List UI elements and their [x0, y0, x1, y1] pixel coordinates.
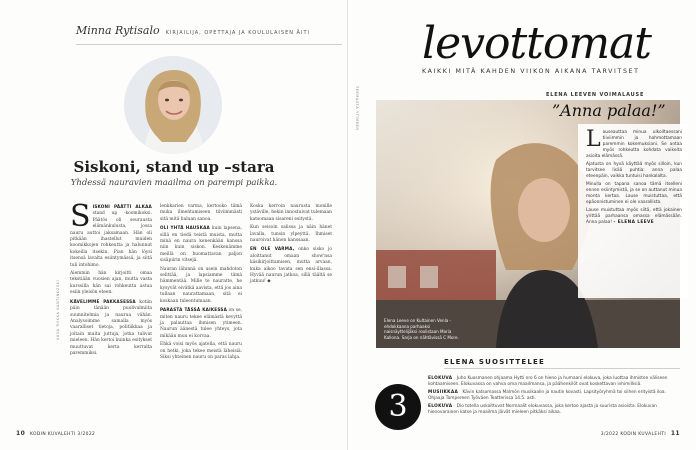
folio-right	[601, 430, 680, 437]
recommendations-list	[428, 376, 682, 418]
rec-text: Juho Kuosmanen ohjaama Hytti nro 6 on hieno ja humaani elokuva, joka luottaa ihmisten väliseen kohtaamiseen. Elokuvassa on vahva oma maailmansa, ja päähenkilöt ovat koskettavan inhimillisiä.	[428, 376, 668, 387]
paragraph-text: stand up -koomikoksi. Päätös oli seurausta elämänkulusta, jossa nauru auttoi jaksamaan. Hän oli pitkään ihastellut muiden koomikkojen rohkeutta ja halunnut kokeilla itsekin. Pian hän löysi itsensä lavalta esiintymässä, ja siitä tuli intohimo.	[70, 211, 152, 268]
article-title: Siskoni, stand up –stara	[73, 158, 275, 176]
paragraph: Aiemmin hän kirjoitti omaa tekstiään vuosien ajan, mutta vasta kurssilla hän sai rohkeutta astua esiin yleisön eteen.	[70, 271, 152, 296]
lead-in: EN OLE VARMA,	[250, 246, 295, 252]
body-column-3	[250, 204, 332, 288]
paragraph-text: auseauttaa minua ulkoiltaessani tiiviimmin ja hahmottamaan paremmin kokemuksiani. Se antaa myös rohkeutta kohdata vaikeita asioita elämässä.	[586, 130, 682, 159]
paragraph-text: kuin lapsena, sillä en tiedä teistä muista, mutta minä en naura kenenkään kanssa niin kuin siskon. Keskenämme meillä on huomattavan paljon sisäpiirin vitsejä.	[160, 226, 242, 264]
photo-caption: Elena Leeve on Kultainen Venla -ehdokkaana parhaaksi naisnäyttelijäksi roolistaan Maria Kallonа. Sarja on nähtävissä C More.	[384, 318, 459, 340]
paragraph: Koska kerroin naurusta monille ystäville, hekin innostuivat tulemaan katsomaan sisareni esitystä.	[250, 204, 332, 222]
paragraph: Nauran lähinnä on usein mahdoton selittää, ja lapsiamme tämä hämmentää. Mille te nauratte, he kysyvät eivätkä aavista, että jos aina tullaan naurattamaan, sitä ei koskaan tuleentumaan.	[160, 266, 242, 304]
folio-left	[16, 430, 95, 437]
section-vertical-label: TEEMASTA YTIMEEN	[355, 86, 359, 131]
lead-in: KÄVELIMME PAKKASESSA	[70, 298, 136, 304]
paragraph: lenkkarien varma, kertooko tämä muka ilmentamiseen tiiviimmästi sitä mitä haluan sanoa.	[160, 204, 242, 222]
rec-key: ELOKUVA	[428, 404, 453, 409]
paragraph-text: Lause muistuttaa myös siitä, että jokainen yrittää parhaansa omassa elämässään. Anna palaa!	[586, 208, 682, 225]
list-item	[428, 376, 682, 388]
number-badge: 3	[375, 384, 421, 430]
drop-cap: L	[586, 127, 601, 152]
paragraph	[160, 225, 242, 264]
review-panel	[578, 124, 688, 298]
author-portrait	[124, 56, 222, 154]
paragraph	[70, 199, 152, 269]
paragraph: Ehkä voisi myös ajatella, että nauru on hetki, joka tekee meistä läheisiä. Siksi yhteinen nauru on paras lahja.	[160, 342, 242, 360]
folio-text: KODIN KUVALEHTI 3/2022	[29, 432, 96, 437]
list-item	[428, 390, 682, 402]
body-column-2	[160, 204, 242, 363]
paragraph: Kun seisoin salissa ja näin hänet lavalla, tunsin ylpeyttä. Ihmiset nauroivat hänen kanssaan.	[250, 225, 332, 244]
signature-name: ELENA LEEVE	[617, 220, 655, 225]
paragraph	[586, 127, 682, 160]
paragraph	[160, 307, 242, 340]
rec-key: MUSIIKKAA	[428, 390, 459, 395]
end-mark: ◆	[267, 279, 271, 285]
header-divider	[76, 44, 342, 45]
lead-in: PARASTA TÄSSÄ KAIKESSA	[160, 307, 228, 313]
list-item	[428, 404, 682, 416]
paragraph	[586, 208, 682, 226]
author-role: KIRJAILIJA, OPETTAJA JA KOULULAISEN ÄITI	[165, 30, 310, 36]
rec-text: Kävin katsomassa Malmön musikaalin ja nautin kovasti. Lapsityöryhmä toi siihen erityistä iloa. Ohjaaja Tampereen Työväen Teatterissa 14.5. asti.	[428, 390, 666, 401]
folio-text: 3/2022 KODIN KUVALEHTI	[600, 432, 667, 437]
paragraph-text: onko sisko jo aloittanut omaan show'nsa käsikirjoittamisen, mutta arvaan, kuka aikoo tavata sen ensi-illassa. Hyvää naurun jatkoa, sillä täältä se jatkuu!	[250, 247, 332, 285]
paragraph	[70, 299, 152, 358]
lead-in: OLI YHTÄ HAUSKAA	[160, 225, 210, 231]
rec-text: Dio totella uskoittuvat Normaalit elokuvassa, joka kertoo ajasta ja suurista asioista. Elokuvan hienovarainen katse ja maailma jäivät mieleen pitkäksi aikaa.	[428, 404, 657, 415]
quote-kicker: ELENA LEEVEN VOIMALAUSE	[546, 92, 645, 98]
page-number: 11	[670, 430, 680, 437]
paragraph-text: kotiin päin tänään puolivalmiita suunnitelmia ja naurua vähän. Analysoimme samalla myös vaaralliset tietoja, politiikkaa ja joitain muita juttuja, jotka tulivat mieleen. Hän kertoi kuinka esitykset muuttuvat kerta kerralta paremmiksi.	[70, 299, 152, 356]
section-masthead: levottomat	[422, 18, 651, 69]
recommendations-divider	[444, 368, 680, 369]
author-header	[76, 24, 346, 42]
page-number: 10	[16, 430, 26, 437]
recommendations-heading: ELENA SUOSITTELEE	[444, 358, 545, 366]
photo-credit-vertical: KUVA RIIKKA KANTINKOSKI	[56, 279, 60, 340]
paragraph-text: on se, miten nauru tekee elämästä kevyttä ja palauttaa ihmisen ytimeen. Naurun äänestä tulee yhteys, jota mikään muu ei korvaa.	[160, 308, 242, 339]
author-name: Minna Rytisalo	[76, 24, 160, 37]
paragraph: Ajatusta on hyvä käyttää myös silloin, kun tarvitsee lisää puhtia: anna palaa eteenpäin, vaikka tuntuisi hankalalta.	[586, 162, 682, 179]
body-column-1	[70, 199, 152, 359]
masthead-subtitle: KAIKKI MITÄ KAHDEN VIIKON AIKANA TARVITSET	[422, 68, 640, 75]
review-signature: – ELENA LEEVE	[613, 220, 655, 225]
quote-title: ”Anna palaa!”	[552, 101, 666, 120]
rec-key: ELOKUVA	[428, 376, 453, 381]
paragraph	[250, 246, 332, 285]
drop-cap: S	[70, 199, 91, 234]
paragraph: Minulla on tapana sanoa tämä itselleni ennen esiintymistä, ja se on auttanut minua monta kertaa. Lause muistuttaa, että epäonnistuminen ei ole vaarallista.	[586, 182, 682, 205]
review-text	[586, 127, 682, 226]
article-subtitle: Yhdessä nauravien maailma on parempi paikka.	[70, 178, 278, 188]
lead-in: ISKONI PÄÄTTI ALKAA	[92, 204, 152, 209]
